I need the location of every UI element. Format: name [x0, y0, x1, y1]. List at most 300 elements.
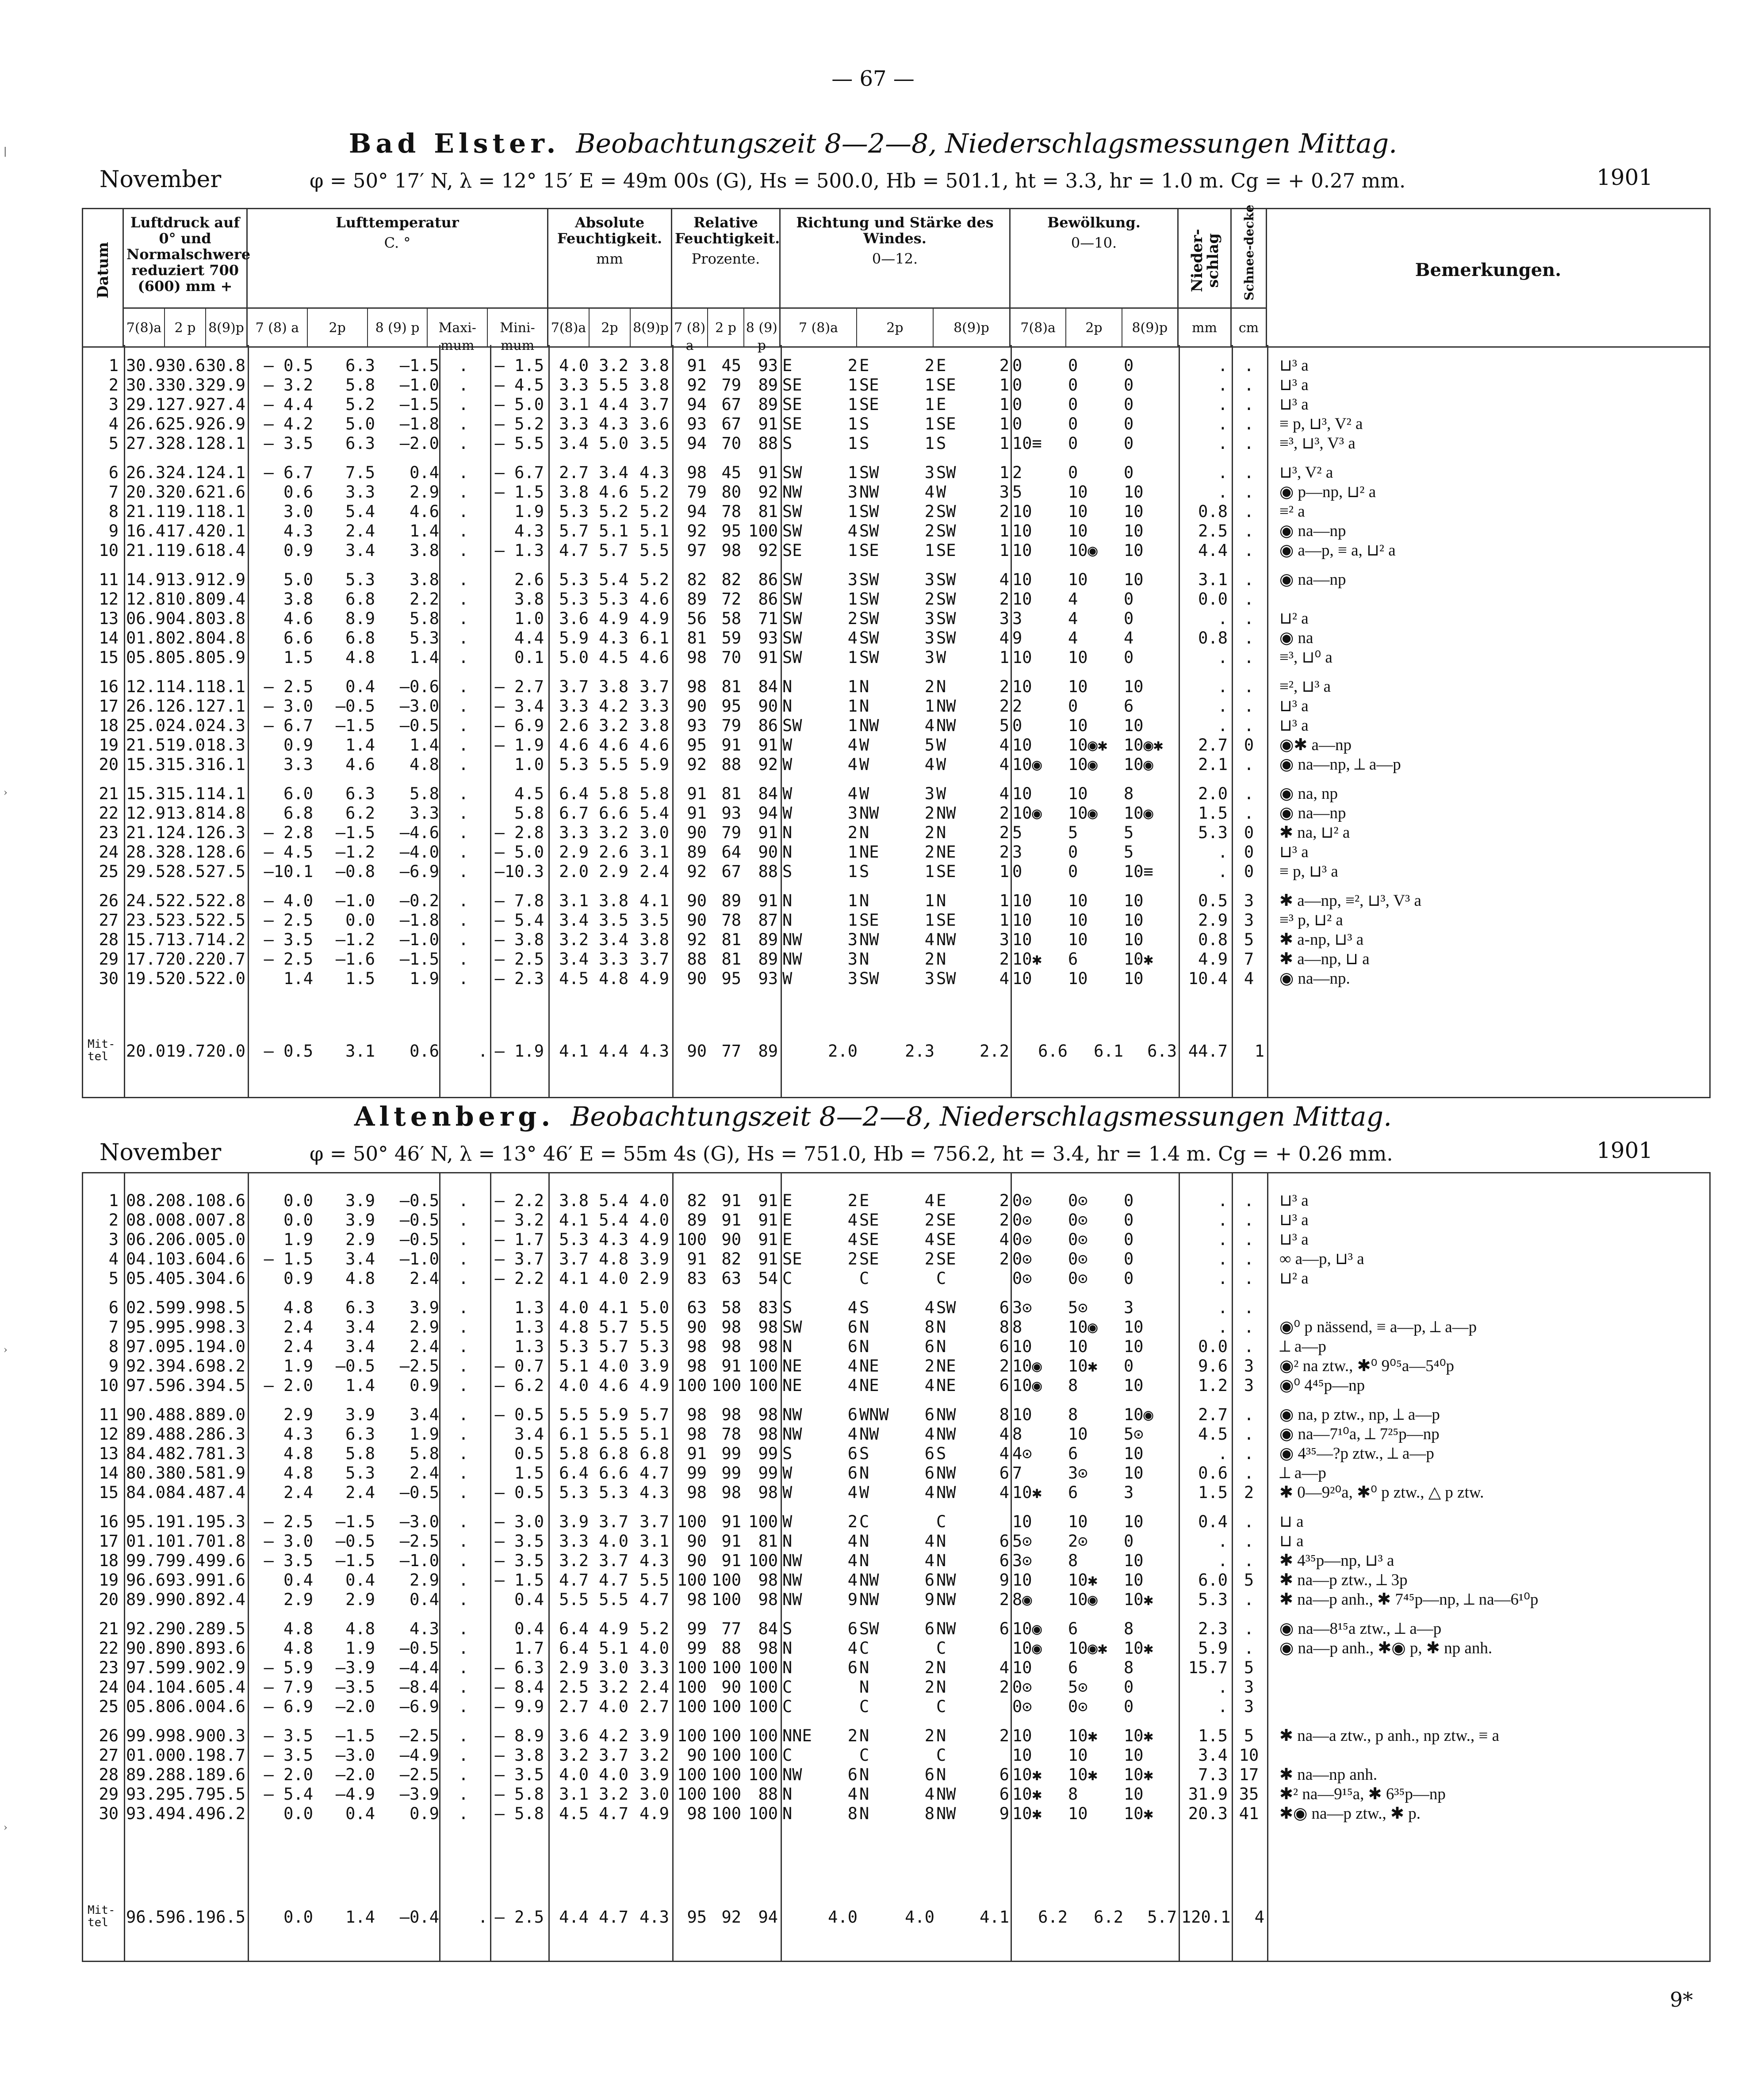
table-row	[83, 570, 1709, 590]
table-row	[83, 1376, 1709, 1395]
data-cell	[782, 1376, 858, 1395]
mean-cell: 4.1	[559, 1042, 589, 1061]
data-cell: 29.1	[126, 395, 166, 414]
wind-direction: NE	[859, 1357, 879, 1376]
data-cell: — 5.4	[264, 1785, 313, 1804]
data-cell: 81	[721, 950, 741, 969]
data-cell	[859, 950, 934, 969]
data-cell: 4	[1244, 969, 1254, 988]
data-cell: 0.6	[1198, 1464, 1228, 1483]
wind-direction: N	[859, 823, 869, 842]
data-cell: —1.5	[399, 950, 439, 969]
data-cell: 0	[1012, 862, 1022, 881]
data-cell: 2.9	[410, 483, 439, 502]
data-cell: 0	[1068, 356, 1078, 375]
data-cell: .	[458, 1804, 469, 1823]
data-cell: 89	[687, 843, 707, 862]
wind-direction: NW	[936, 1571, 956, 1590]
data-cell: 6.3	[345, 434, 375, 453]
data-cell	[782, 590, 858, 609]
wind-direction: NW	[859, 483, 879, 502]
data-cell: 4.8	[599, 969, 628, 988]
data-cell: 4.0	[639, 1639, 669, 1658]
data-cell: 5.5	[559, 1590, 589, 1609]
data-cell	[782, 950, 858, 969]
data-cell: 98	[687, 1405, 707, 1424]
data-cell: .	[1244, 414, 1254, 433]
data-cell: 5.9	[559, 628, 589, 648]
data-cell: 10	[1124, 502, 1144, 521]
wind-force: 6	[999, 1532, 1009, 1551]
data-cell: 28.1	[166, 434, 206, 453]
wind-direction: N	[859, 1785, 869, 1804]
data-cell: 3.3	[559, 376, 589, 395]
data-cell: 05.9	[206, 648, 245, 667]
wind-force: 6	[999, 1337, 1009, 1356]
data-cell: 2.7	[639, 1697, 669, 1716]
data-cell: 86	[758, 716, 778, 735]
data-cell: 4.0	[599, 1357, 628, 1376]
data-cell	[859, 356, 934, 376]
wind-force: 4	[999, 1230, 1009, 1249]
data-cell: .	[458, 414, 469, 433]
remark-cell: ◉✱ a—np	[1279, 736, 1352, 754]
header-wind	[781, 209, 1011, 346]
data-cell	[936, 1678, 1009, 1697]
data-cell: 80	[721, 483, 741, 502]
data-cell: 4.9	[599, 609, 628, 628]
mean-row	[83, 1038, 1709, 1063]
data-cell: 15.3	[126, 784, 166, 803]
data-cell: 2.4	[345, 521, 375, 540]
table-row	[83, 755, 1709, 774]
day-number: 24	[99, 1678, 119, 1697]
table-row	[83, 590, 1709, 609]
remark-cell: ✱ a—np, ≡², ⊔³, V³ a	[1279, 892, 1421, 910]
data-cell: 6.0	[283, 784, 313, 803]
data-cell: 01.0	[126, 1746, 166, 1765]
data-cell: 4	[1068, 628, 1078, 648]
data-cell: 4.9	[639, 969, 669, 988]
data-cell: 5.8	[345, 1444, 375, 1463]
data-cell: — 1.7	[494, 1230, 544, 1249]
data-cell: —3.0	[335, 1746, 375, 1765]
data-cell	[936, 755, 1009, 774]
mean-row	[83, 1904, 1709, 1929]
data-cell	[936, 1444, 1009, 1464]
data-cell: 79	[721, 716, 741, 735]
data-cell: 100	[748, 1697, 778, 1716]
data-cell: 90	[687, 1318, 707, 1337]
wind-force: 2	[924, 1726, 934, 1745]
data-cell: .	[1244, 1512, 1254, 1531]
table-row	[83, 843, 1709, 862]
wind-direction: S	[782, 434, 793, 453]
wind-force: 6	[999, 1765, 1009, 1784]
data-cell: 10	[1012, 891, 1032, 910]
data-cell: — 7.9	[264, 1678, 313, 1697]
data-cell: 3.1	[559, 891, 589, 910]
wind-force: 2	[999, 1726, 1009, 1745]
wind-direction: N	[859, 1726, 869, 1745]
data-cell: 17.4	[166, 521, 206, 540]
data-cell	[782, 395, 858, 414]
data-cell: 0.8	[1198, 502, 1228, 521]
data-cell: 6.3	[345, 784, 375, 803]
data-cell	[859, 911, 934, 930]
data-cell: —1.5	[335, 823, 375, 842]
data-cell: 3.2	[599, 356, 628, 375]
data-cell: 3.3	[559, 1532, 589, 1551]
data-cell: 12.9	[126, 804, 166, 823]
data-cell: .	[458, 356, 469, 375]
data-cell: 100	[712, 1658, 741, 1677]
wind-force: 1	[999, 395, 1009, 414]
wind-force: 2	[847, 823, 858, 842]
data-cell: 78	[721, 1425, 741, 1444]
data-cell: 3.8	[559, 1191, 589, 1210]
wind-direction: NW	[782, 1405, 802, 1424]
data-cell: 6.8	[345, 628, 375, 648]
table-row	[83, 395, 1709, 414]
table-row	[83, 1726, 1709, 1746]
data-cell: 91	[721, 736, 741, 755]
data-cell	[782, 570, 858, 590]
data-cell	[859, 648, 934, 667]
data-cell: 5.8	[410, 609, 439, 628]
data-cell: 10◉	[1012, 1376, 1042, 1395]
data-cell: 3.7	[599, 1746, 628, 1765]
data-cell	[936, 590, 1009, 609]
data-cell	[936, 483, 1009, 502]
wind-force: 1	[999, 862, 1009, 881]
table-row	[83, 736, 1709, 755]
data-cell: 28.3	[126, 843, 166, 862]
wind-force: 4	[924, 716, 934, 735]
data-cell: 24.0	[166, 716, 206, 735]
day-number: 18	[99, 716, 119, 735]
wind-direction: N	[859, 891, 869, 910]
data-cell: 98	[687, 677, 707, 696]
wind-force: 2	[924, 823, 934, 842]
data-cell: 1.5	[1198, 804, 1228, 823]
data-cell	[782, 843, 858, 862]
data-cell: 10◉	[1068, 1318, 1098, 1337]
data-cell: — 2.5	[264, 1512, 313, 1531]
data-cell	[782, 463, 858, 483]
data-cell: .	[1218, 434, 1228, 453]
data-cell: .	[1244, 395, 1254, 414]
data-cell: 98	[758, 1483, 778, 1502]
data-cell: .	[1218, 862, 1228, 881]
header-rel-subheads	[672, 307, 779, 353]
data-cell: 3.4	[514, 1425, 544, 1444]
data-cell: 5.1	[559, 1357, 589, 1376]
data-cell	[859, 1464, 934, 1483]
data-cell: 100	[677, 1785, 707, 1804]
data-cell: 7.5	[345, 463, 375, 482]
data-cell: 16.1	[206, 755, 245, 774]
data-cell: .	[1218, 395, 1228, 414]
data-cell	[782, 891, 858, 911]
data-cell: 86.3	[206, 1425, 245, 1444]
data-cell: 5.0	[283, 570, 313, 589]
wind-force: 2	[999, 677, 1009, 696]
wind-direction: N	[936, 1765, 946, 1784]
data-cell: 15.7	[1188, 1658, 1228, 1677]
data-cell: .	[1244, 1551, 1254, 1570]
data-cell: 5	[1012, 483, 1022, 502]
wind-force: 8	[999, 1405, 1009, 1424]
data-cell: 5.5	[639, 1571, 669, 1590]
data-cell: .	[1244, 1619, 1254, 1638]
wind-direction: SE	[936, 541, 956, 560]
wind-force: 1	[847, 414, 858, 433]
remark-cell: ⊔³ a	[1279, 697, 1309, 715]
data-cell: .	[458, 1785, 469, 1804]
data-cell: 95.3	[206, 1512, 245, 1531]
margin-mark: ›	[4, 787, 8, 798]
data-cell	[782, 434, 858, 453]
wind-direction: SW	[936, 521, 956, 540]
data-cell: 58	[721, 609, 741, 628]
table-row	[83, 911, 1709, 930]
data-cell: 89	[758, 395, 778, 414]
subhead-nied: mm	[1192, 320, 1217, 336]
mean-cell: 6.3	[1147, 1042, 1177, 1061]
data-cell: 99	[687, 1619, 707, 1638]
wind-direction: NW	[936, 1590, 956, 1609]
data-cell: 5.5	[639, 1318, 669, 1337]
data-cell: 84	[758, 784, 778, 803]
table-row	[83, 1191, 1709, 1211]
data-cell: 3	[1244, 1697, 1254, 1716]
data-cell: .	[458, 843, 469, 862]
data-cell	[936, 541, 1009, 560]
data-cell: 100	[748, 1765, 778, 1784]
wind-force: 4	[999, 1444, 1009, 1463]
data-cell: 0⊙	[1012, 1230, 1032, 1249]
data-cell: 0	[1012, 414, 1022, 433]
data-cell: 3	[1012, 843, 1022, 862]
data-cell: —1.0	[399, 930, 439, 949]
header-bew-unit: 0—10.	[1071, 234, 1117, 251]
data-cell: 5⊙	[1124, 1425, 1144, 1444]
header-nied	[1179, 209, 1232, 346]
data-cell	[782, 1191, 858, 1211]
wind-force: 2	[999, 1590, 1009, 1609]
mean-cell: 4.3	[639, 1042, 669, 1061]
data-cell	[936, 463, 1009, 483]
data-cell: .	[1244, 1425, 1254, 1444]
data-cell: 14.1	[206, 784, 245, 803]
wind-direction: SW	[936, 570, 956, 589]
data-cell: —6.9	[399, 1697, 439, 1716]
data-cell: 04.8	[166, 609, 206, 628]
data-cell: 92	[687, 930, 707, 949]
data-cell: 05.4	[206, 1678, 245, 1697]
data-cell: 88	[758, 1785, 778, 1804]
data-cell: 91	[721, 1532, 741, 1551]
wind-force: 1	[924, 376, 934, 395]
data-cell: 10	[1124, 1512, 1144, 1531]
data-cell	[859, 1697, 934, 1717]
subhead-luftdruck-1: 2 p	[165, 309, 206, 346]
data-cell: .	[458, 1464, 469, 1483]
wind-force: 6	[999, 1298, 1009, 1317]
wind-direction: N	[859, 1532, 869, 1551]
data-cell: 10	[1068, 1337, 1088, 1356]
data-cell: .	[458, 395, 469, 414]
data-cell: .	[458, 911, 469, 930]
data-cell: 3.8	[639, 716, 669, 735]
data-cell: .	[1244, 463, 1254, 482]
data-cell: 4.6	[599, 483, 628, 502]
wind-force: 2	[847, 609, 858, 628]
data-cell: — 1.9	[494, 736, 544, 755]
data-cell: 0.4	[283, 1571, 313, 1590]
mean-cell: 6.1	[1094, 1042, 1123, 1061]
data-cell	[859, 1746, 934, 1765]
data-cell: .	[1244, 1464, 1254, 1483]
data-cell: 90.8	[166, 1590, 206, 1609]
data-cell: .	[1218, 463, 1228, 482]
wind-force: 1	[847, 716, 858, 735]
wind-direction: SE	[859, 911, 879, 930]
wind-direction: N	[936, 1318, 946, 1337]
data-cell: 35	[1239, 1785, 1259, 1804]
data-cell: 24.1	[166, 823, 206, 842]
mean-cell: 1	[1254, 1042, 1264, 1061]
data-cell: 5.2	[639, 1619, 669, 1638]
data-cell	[936, 804, 1009, 823]
data-cell: 94.0	[206, 1337, 245, 1356]
day-number: 13	[99, 1444, 119, 1463]
data-cell: 25.0	[126, 716, 166, 735]
data-cell: 5.1	[639, 521, 669, 540]
data-cell: 96.3	[166, 1376, 206, 1395]
wind-direction: N	[936, 1532, 946, 1551]
data-cell: 5.3	[559, 570, 589, 589]
data-cell: 3.2	[559, 930, 589, 949]
data-cell	[936, 1746, 1009, 1765]
wind-direction: S	[782, 1619, 793, 1638]
data-cell: 4.3	[599, 1230, 628, 1249]
wind-direction: NE	[859, 1376, 879, 1395]
data-cell: .	[458, 628, 469, 648]
data-cell: 10	[1068, 969, 1088, 988]
wind-direction: SE	[859, 1230, 879, 1249]
day-number: 12	[99, 1425, 119, 1444]
data-cell	[859, 483, 934, 502]
data-cell: .	[1244, 434, 1254, 453]
wind-direction: SE	[936, 1249, 956, 1268]
data-cell: 94	[687, 434, 707, 453]
data-cell: 96.2	[206, 1804, 245, 1823]
subhead-wind-1: 2p	[857, 309, 934, 346]
wind-force: 1	[924, 541, 934, 560]
data-cell: 10✱	[1124, 1639, 1153, 1658]
data-cell: 3.3	[639, 1658, 669, 1677]
data-cell	[782, 376, 858, 395]
data-cell: 0.9	[283, 736, 313, 755]
data-cell: —6.9	[399, 862, 439, 881]
data-cell: .	[1244, 1337, 1254, 1356]
wind-force: 3	[999, 483, 1009, 502]
data-cell: .	[1244, 804, 1254, 823]
margin-mark: |	[4, 146, 7, 157]
data-cell: 96.6	[126, 1571, 166, 1590]
data-cell: 95.1	[126, 1512, 166, 1531]
table-row	[83, 784, 1709, 804]
data-cell: .	[1218, 1444, 1228, 1463]
data-cell: 4	[1068, 590, 1078, 609]
data-cell: 2.9	[283, 1405, 313, 1424]
wind-direction: N	[859, 677, 869, 696]
data-cell: 20.2	[166, 950, 206, 969]
wind-force: 3	[847, 950, 858, 969]
data-cell: — 2.7	[494, 677, 544, 696]
data-cell: 5.7	[639, 1405, 669, 1424]
data-cell: 10	[1124, 1785, 1144, 1804]
wind-direction: NW	[859, 716, 879, 735]
data-cell: 4.5	[514, 784, 544, 803]
data-cell: 5.5	[599, 376, 628, 395]
data-cell: 67	[721, 414, 741, 433]
data-cell: 5.9	[1198, 1639, 1228, 1658]
data-cell: 89.5	[206, 1619, 245, 1638]
data-cell: 10✱	[1012, 1765, 1042, 1784]
data-cell: 08.6	[206, 1191, 245, 1210]
data-cell: 0⊙	[1068, 1269, 1088, 1288]
header-rel-unit: Prozente.	[691, 250, 760, 267]
day-number: 14	[99, 1464, 119, 1483]
data-cell: 04.6	[206, 1269, 245, 1288]
data-cell: 94	[758, 804, 778, 823]
data-cell	[859, 1590, 934, 1609]
remark-cell: ✱ 4³⁵p—np, ⊔³ a	[1279, 1552, 1394, 1570]
data-cell: 90	[721, 1678, 741, 1697]
data-cell: 5.5	[599, 1590, 628, 1609]
data-cell: 24.1	[166, 463, 206, 482]
wind-direction: SW	[859, 521, 879, 540]
wind-direction: NW	[859, 1590, 879, 1609]
data-cell: 2⊙	[1068, 1532, 1088, 1551]
data-cell: 8	[1124, 1619, 1134, 1638]
wind-force: 3	[924, 463, 934, 482]
wind-force: 4	[924, 1230, 934, 1249]
wind-force: 3	[847, 969, 858, 988]
remark-cell: ⊔³, V² a	[1279, 464, 1333, 482]
data-cell: 90	[687, 911, 707, 930]
data-cell: 89.0	[206, 1405, 245, 1424]
data-cell: 98.2	[206, 1357, 245, 1376]
data-cell	[782, 1425, 858, 1444]
wind-direction: S	[859, 434, 869, 453]
data-table-body	[82, 345, 1711, 1098]
data-cell: 1.9	[410, 969, 439, 988]
wind-force: 2	[999, 1357, 1009, 1376]
remark-cell: ◉ na—np	[1279, 571, 1346, 589]
data-cell: 10✱	[1068, 1765, 1098, 1784]
data-cell: 4.3	[514, 521, 544, 540]
wind-direction: W	[936, 755, 946, 774]
wind-direction: W	[936, 483, 946, 502]
wind-direction: N	[936, 1337, 946, 1356]
wind-direction: W	[782, 804, 793, 823]
data-cell: 3	[1244, 1357, 1254, 1376]
wind-direction: S	[782, 1298, 793, 1317]
